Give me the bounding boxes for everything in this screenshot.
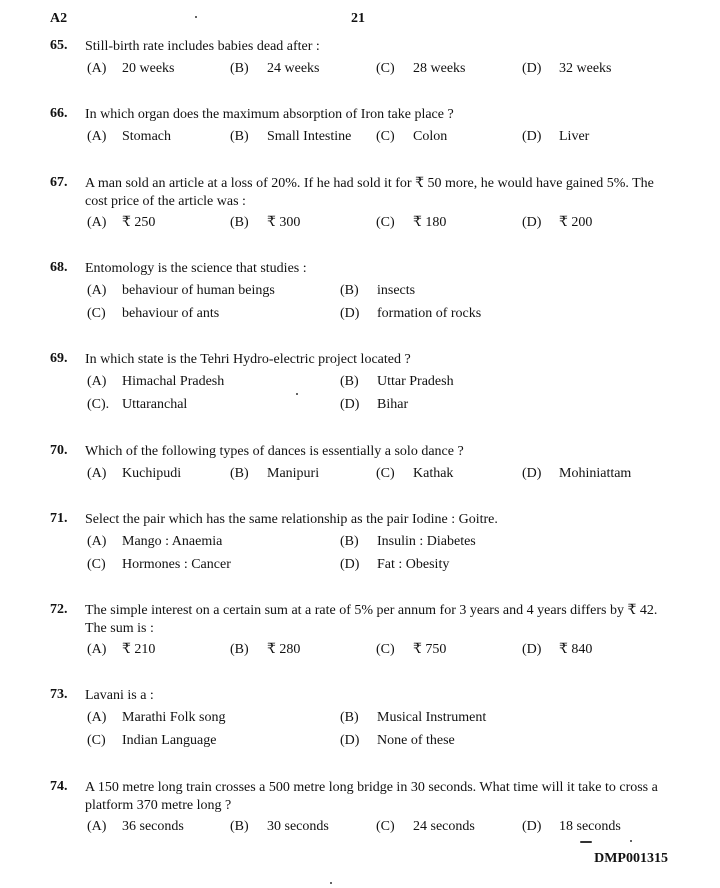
option-label: (A) xyxy=(87,215,107,230)
option-label: (A) xyxy=(87,819,107,834)
option-label: (A) xyxy=(87,61,107,76)
option-label: (D) xyxy=(522,215,542,230)
scan-speck xyxy=(296,393,298,395)
page-section-label: A2 xyxy=(50,11,68,26)
question-73 xyxy=(50,687,675,748)
option-text: 28 weeks xyxy=(413,61,466,76)
option-label: (D) xyxy=(522,642,542,657)
option-a xyxy=(87,283,275,299)
option-c xyxy=(376,641,446,658)
question-number: 74. xyxy=(50,779,68,794)
question-72 xyxy=(50,602,675,657)
option-label: (D) xyxy=(340,397,360,412)
option-b xyxy=(340,710,486,726)
option-a xyxy=(87,129,171,145)
option-label: (A) xyxy=(87,710,107,725)
option-a xyxy=(87,466,181,482)
option-text: Manipuri xyxy=(267,466,320,481)
option-d xyxy=(522,61,612,77)
option-label: (B) xyxy=(340,710,359,725)
option-label: (C) xyxy=(376,215,395,230)
question-number: 69. xyxy=(50,351,68,366)
option-a xyxy=(87,710,225,726)
option-b xyxy=(340,374,454,390)
option-text: ₹ 250 xyxy=(122,215,156,230)
question-text: In which organ does the maximum absorption of Iron take place ? xyxy=(85,107,454,122)
option-b xyxy=(230,129,351,145)
option-label: (D) xyxy=(340,733,360,748)
option-d xyxy=(340,306,481,322)
option-label: (D) xyxy=(340,306,360,321)
option-d xyxy=(340,733,455,749)
option-text: 36 seconds xyxy=(122,819,184,834)
option-label: (B) xyxy=(230,61,249,76)
option-a xyxy=(87,819,184,835)
option-a xyxy=(87,374,224,390)
option-label: (B) xyxy=(230,819,249,834)
option-label: (A) xyxy=(87,283,107,298)
option-c xyxy=(376,466,453,482)
question-text: Select the pair which has the same relationship as the pair Iodine : Goitre. xyxy=(85,512,498,527)
question-number: 72. xyxy=(50,602,68,617)
option-text: Mango : Anaemia xyxy=(122,534,223,549)
option-text: Uttaranchal xyxy=(122,397,188,412)
option-label: (D) xyxy=(340,557,360,572)
option-text: ₹ 300 xyxy=(267,215,301,230)
option-d xyxy=(340,557,449,573)
scan-mark xyxy=(580,841,592,843)
option-label: (C) xyxy=(376,61,395,76)
option-text: Bihar xyxy=(377,397,409,412)
option-text: Insulin : Diabetes xyxy=(377,534,476,549)
option-label: (B) xyxy=(340,374,359,389)
option-text: ₹ 750 xyxy=(413,642,447,657)
page-number: 21 xyxy=(351,11,365,26)
option-text: 30 seconds xyxy=(267,819,329,834)
option-a xyxy=(87,534,222,550)
option-text: ₹ 280 xyxy=(267,642,301,657)
question-text: In which state is the Tehri Hydro-electric project located ? xyxy=(85,352,411,367)
option-text: 24 weeks xyxy=(267,61,320,76)
option-text: Indian Language xyxy=(122,733,217,748)
option-text: 32 weeks xyxy=(559,61,612,76)
option-text: formation of rocks xyxy=(377,306,482,321)
question-number: 67. xyxy=(50,175,68,190)
document-code: DMP001315 xyxy=(594,851,668,866)
question-70 xyxy=(50,443,675,481)
scan-speck xyxy=(330,882,332,884)
option-a xyxy=(87,214,155,231)
option-b xyxy=(230,61,320,77)
option-text: 18 seconds xyxy=(559,819,621,834)
option-b xyxy=(230,819,329,835)
option-label: (D) xyxy=(522,129,542,144)
option-d xyxy=(340,397,408,413)
option-text: Uttar Pradesh xyxy=(377,374,454,389)
question-text: Still-birth rate includes babies dead after : xyxy=(85,39,320,54)
option-c xyxy=(376,61,466,77)
option-label: (B) xyxy=(340,283,359,298)
option-c xyxy=(376,819,475,835)
option-label: (C) xyxy=(87,306,106,321)
question-66 xyxy=(50,106,675,144)
option-label: (A) xyxy=(87,466,107,481)
option-label: (A) xyxy=(87,129,107,144)
option-c xyxy=(376,214,446,231)
question-number: 70. xyxy=(50,443,68,458)
option-text: Stomach xyxy=(122,129,171,144)
option-label: (C) xyxy=(376,819,395,834)
option-c xyxy=(87,557,231,573)
option-label: (C) xyxy=(376,642,395,657)
option-label: (C) xyxy=(87,733,106,748)
question-text: Entomology is the science that studies : xyxy=(85,261,307,276)
option-c xyxy=(376,129,447,145)
option-text: Hormones : Cancer xyxy=(122,557,231,572)
option-label: (B) xyxy=(230,642,249,657)
option-a xyxy=(87,61,175,77)
scan-speck xyxy=(630,840,632,842)
option-label: (C) xyxy=(376,129,395,144)
question-number: 66. xyxy=(50,106,68,121)
option-a xyxy=(87,641,155,658)
option-label: (C) xyxy=(376,466,395,481)
option-text: 24 seconds xyxy=(413,819,475,834)
option-label: (A) xyxy=(87,534,107,549)
option-text: Musical Instrument xyxy=(377,710,487,725)
option-b xyxy=(230,641,300,658)
option-label: (B) xyxy=(340,534,359,549)
option-text: ₹ 210 xyxy=(122,642,156,657)
option-label: (D) xyxy=(522,466,542,481)
option-label: (B) xyxy=(230,215,249,230)
option-text: Marathi Folk song xyxy=(122,710,226,725)
option-c xyxy=(87,306,219,322)
option-label: (C) xyxy=(87,557,106,572)
option-text: 20 weeks xyxy=(122,61,175,76)
option-label: (D) xyxy=(522,61,542,76)
option-c xyxy=(87,397,187,413)
option-text: ₹ 840 xyxy=(559,642,593,657)
question-number: 68. xyxy=(50,260,68,275)
option-label: (B) xyxy=(230,129,249,144)
option-label: (A) xyxy=(87,642,107,657)
option-text: Fat : Obesity xyxy=(377,557,450,572)
question-68 xyxy=(50,260,675,321)
option-label: (D) xyxy=(522,819,542,834)
option-text: Small Intestine xyxy=(267,129,352,144)
option-text: Kathak xyxy=(413,466,454,481)
option-d xyxy=(522,129,589,145)
option-label: (C). xyxy=(87,397,110,412)
question-65 xyxy=(50,38,675,76)
question-number: 65. xyxy=(50,38,68,53)
option-d xyxy=(522,819,621,835)
option-label: (B) xyxy=(230,466,249,481)
option-text: insects xyxy=(377,283,416,298)
option-text: ₹ 200 xyxy=(559,215,593,230)
question-71 xyxy=(50,511,675,572)
option-b xyxy=(230,466,319,482)
option-b xyxy=(230,214,300,231)
question-number: 71. xyxy=(50,511,68,526)
question-69 xyxy=(50,351,675,412)
option-b xyxy=(340,283,415,299)
option-text: Colon xyxy=(413,129,448,144)
option-text: Mohiniattam xyxy=(559,466,632,481)
question-text: The simple interest on a certain sum at a rate of 5% per annum for 3 years and 4 years differs by ₹ 42. The sum is : xyxy=(85,603,658,636)
option-text: Kuchipudi xyxy=(122,466,182,481)
scan-speck xyxy=(195,16,197,18)
option-c xyxy=(87,733,216,749)
option-d xyxy=(522,641,592,658)
question-number: 73. xyxy=(50,687,68,702)
option-text: Liver xyxy=(559,129,590,144)
option-d xyxy=(522,214,592,231)
question-text: Which of the following types of dances is essentially a solo dance ? xyxy=(85,444,464,459)
option-text: behaviour of ants xyxy=(122,306,220,321)
question-67 xyxy=(50,175,675,230)
option-text: Himachal Pradesh xyxy=(122,374,225,389)
question-74 xyxy=(50,779,675,834)
option-text: ₹ 180 xyxy=(413,215,447,230)
option-d xyxy=(522,466,631,482)
question-text: Lavani is a : xyxy=(85,688,154,703)
option-label: (A) xyxy=(87,374,107,389)
question-text: A 150 metre long train crosses a 500 metre long bridge in 30 seconds. What time will it take to cross a platform 370 metre long ? xyxy=(85,780,658,813)
option-b xyxy=(340,534,476,550)
question-text: A man sold an article at a loss of 20%. If he had sold it for ₹ 50 more, he would have gained 5%. The cost price of the article was : xyxy=(85,176,654,209)
option-text: None of these xyxy=(377,733,455,748)
option-text: behaviour of human beings xyxy=(122,283,275,298)
